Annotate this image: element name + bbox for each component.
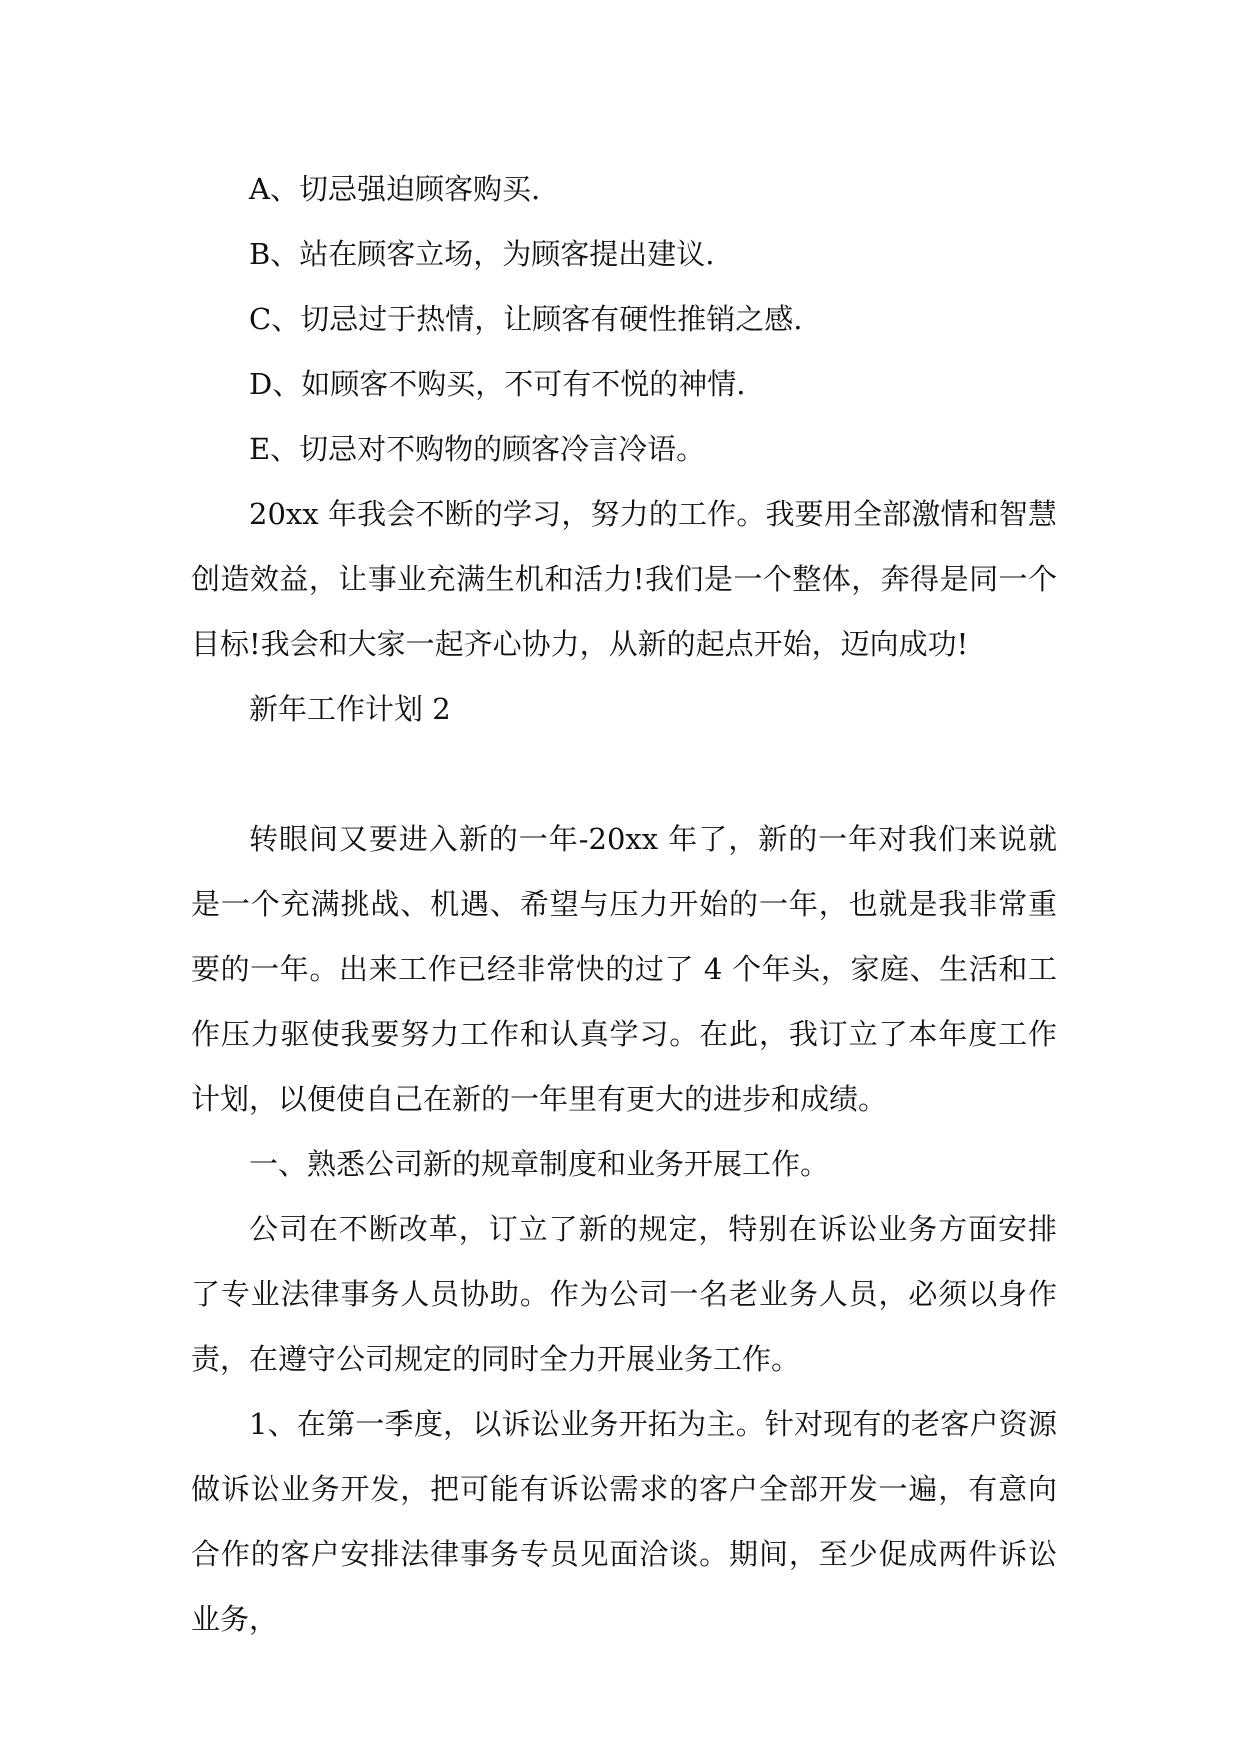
intro-paragraph: 转眼间又要进入新的一年-20xx 年了，新的一年对我们来说就是一个充满挑战、机遇、希望与压力开始的一年，也就是我非常重要的一年。出来工作已经非常快的过了 4 个年头，家庭、生活和工作压力驱使我要努力工作和认真学习。在此，我订立了本年度工作计划，以便使自己在新的一年里有更大的进步和成绩。: [191, 822, 1057, 1116]
document-body: [191, 157, 1057, 1652]
section-title: 新年工作计划 2: [249, 692, 451, 726]
list-item-a: A、切忌强迫顾客购买.: [249, 172, 541, 206]
body-paragraph: 公司在不断改革，订立了新的规定，特别在诉讼业务方面安排了专业法律事务人员协助。作为公司一名老业务人员，必须以身作责，在遵守公司规定的同时全力开展业务工作。: [191, 1212, 1057, 1376]
section-heading-1: 一、熟悉公司新的规章制度和业务开展工作。: [249, 1147, 830, 1181]
list-item-e: E、切忌对不购物的顾客冷言冷语。: [249, 432, 706, 466]
list-item-b: B、站在顾客立场，为顾客提出建议.: [249, 237, 715, 271]
closing-paragraph: 20xx 年我会不断的学习，努力的工作。我要用全部激情和智慧创造效益，让事业充满生机和活力!我们是一个整体，奔得是同一个目标!我会和大家一起齐心协力，从新的起点开始，迈向成功!: [191, 497, 1057, 661]
list-item-d: D、如顾客不购买，不可有不悦的神情.: [249, 367, 746, 401]
list-item-c: C、切忌过于热情，让顾客有硬性推销之感.: [249, 302, 803, 336]
numbered-item-1: 1、在第一季度，以诉讼业务开拓为主。针对现有的老客户资源做诉讼业务开发，把可能有诉讼需求的客户全部开发一遍，有意向合作的客户安排法律事务专员见面洽谈。期间，至少促成两件诉讼业务，: [191, 1407, 1057, 1636]
